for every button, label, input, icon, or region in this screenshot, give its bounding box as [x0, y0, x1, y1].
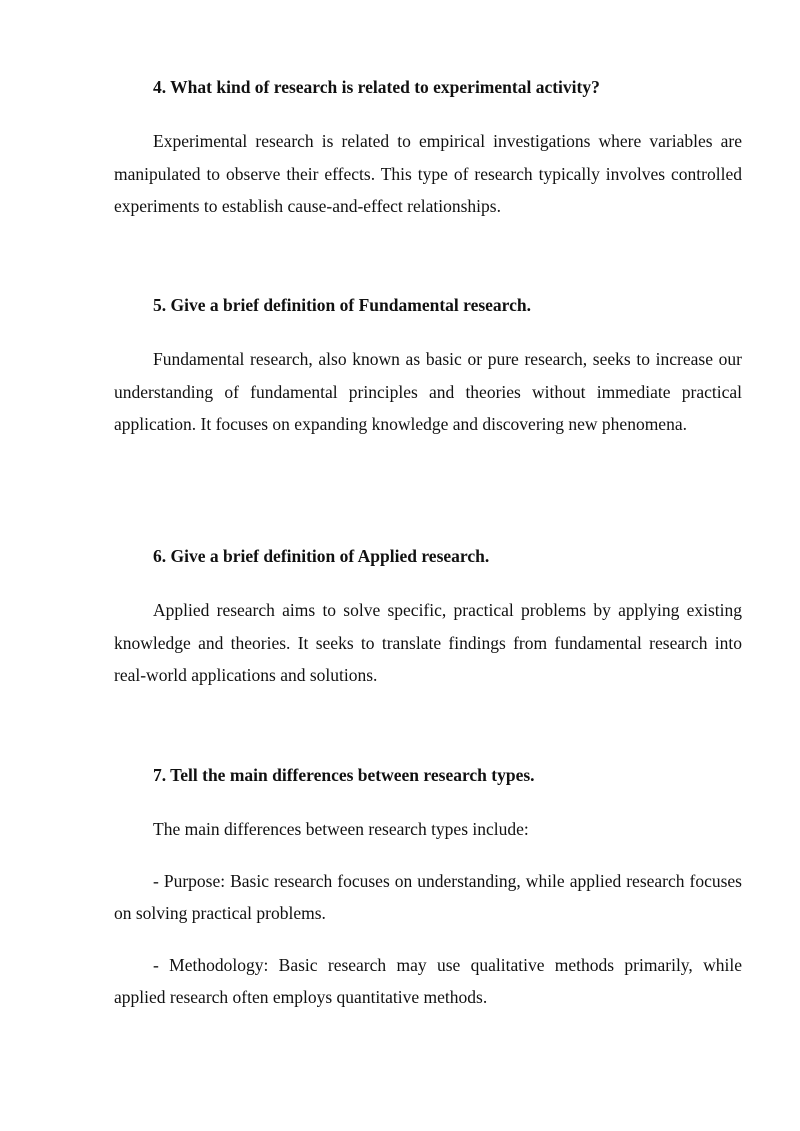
- question-7: [114, 764, 742, 1014]
- question-heading: 5. Give a brief definition of Fundamental research.: [153, 295, 532, 315]
- answer-paragraph: Applied research aims to solve specific, practical problems by applying existing knowledge and theories. It seeks to translate findings from fundamental research into real-world applications and solutions.: [114, 600, 742, 685]
- question-heading: 7. Tell the main differences between research types.: [153, 765, 535, 785]
- question-heading: 6. Give a brief definition of Applied research.: [153, 546, 490, 566]
- question-5: [114, 294, 742, 441]
- answer-paragraph: Fundamental research, also known as basic or pure research, seeks to increase our understanding of fundamental principles and theories without immediate practical application. It focuses on expanding knowledge and discovering new phenomena.: [114, 349, 742, 434]
- answer-paragraph: Experimental research is related to empirical investigations where variables are manipulated to observe their effects. This type of research typically involves controlled experiments to establish cause-and-effect relationships.: [114, 131, 742, 216]
- answer-paragraph: The main differences between research types include:: [153, 819, 529, 839]
- question-4: [114, 76, 742, 223]
- list-item-purpose: - Purpose: Basic research focuses on understanding, while applied research focuses on solving practical problems.: [114, 870, 742, 923]
- question-6: [114, 545, 742, 692]
- list-item-methodology: - Methodology: Basic research may use qualitative methods primarily, while applied research often employs quantitative methods.: [114, 954, 742, 1007]
- question-heading: 4. What kind of research is related to experimental activity?: [153, 77, 600, 97]
